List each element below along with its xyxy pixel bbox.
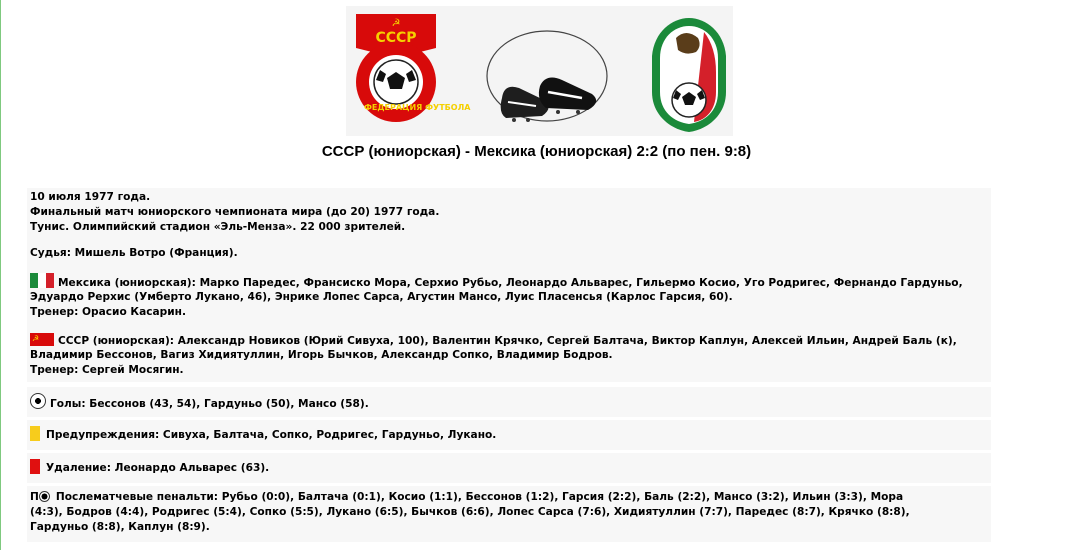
penalties-line3: Гардуньо (8:8), Каплун (8:9).: [30, 521, 210, 533]
svg-text:ФЕДЕРАЦИЯ ФУТБОЛА: ФЕДЕРАЦИЯ ФУТБОЛА: [364, 103, 471, 112]
match-title: СССР (юниорская) - Мексика (юниорская) 2:2 (по пен. 9:8): [321, 143, 752, 160]
ussr-lineup-line1: [30, 333, 957, 349]
ussr-coach: Тренер: Сергей Мосягин.: [30, 364, 184, 376]
mexico-flag-icon: [30, 273, 54, 288]
ussr-lineup-line2: Владимир Бессонов, Вагиз Хидиятуллин, Игорь Бычков, Александр Сопко, Владимир Бодров.: [30, 349, 613, 361]
penalty-ball-icon: [39, 491, 50, 502]
ussr-football-federation-logo: [350, 10, 471, 128]
match-date: 10 июля 1977 года.: [30, 191, 151, 203]
penalties-line1: [30, 490, 903, 505]
sendoff-text: Удаление: Леонардо Альварес (63).: [46, 462, 270, 474]
left-border: [0, 0, 1, 550]
ball-icon: [30, 393, 46, 409]
penalties-line2: (4:3), Бодров (4:4), Родригес (5:4), Сопко (5:5), Лукано (6:5), Бычков (6:6), Лопес Сарса (7:6), Хидиятуллин (7:7), Паредес (8:7), Крячко (8:8),: [30, 506, 910, 518]
penalty-icon: П: [30, 491, 56, 503]
ussr-flag-icon: [30, 333, 54, 346]
warnings-line: [30, 426, 496, 443]
sendoff-line: [30, 459, 269, 476]
logo-strip: [346, 6, 733, 136]
svg-text:СССР: СССР: [375, 30, 417, 46]
red-card-icon: [30, 459, 40, 474]
warnings-block: [27, 420, 991, 450]
goals-block: [27, 387, 991, 417]
sendoff-block: [27, 453, 991, 483]
mexico-lineup-line2: Эдуардо Рерхис (Умберто Лукано, 46), Энрике Лопес Сарса, Агустин Мансо, Луис Пласенсья (Карлос Гарсия, 60).: [30, 291, 733, 303]
football-boots-image: [484, 28, 610, 134]
mexico-coach: Тренер: Орасио Касарин.: [30, 306, 186, 318]
match-info-block: [27, 188, 991, 382]
goals-line: [30, 393, 369, 412]
penalties-block: [27, 486, 991, 542]
match-stage: Финальный матч юниорского чемпионата мира (до 20) 1977 года.: [30, 206, 440, 218]
warnings-text: Предупреждения: Сивуха, Балтача, Сопко, Родригес, Гардуньо, Лукано.: [46, 429, 497, 441]
ussr-lineup-text: СССР (юниорская): Александр Новиков (Юрий Сивуха, 100), Валентин Крячко, Сергей Балтача, Виктор Каплун, Алексей Ильин, Андрей Баль (к),: [58, 335, 957, 347]
mexico-lineup-text: Мексика (юниорская): Марко Паредес, Франсиско Мора, Серхио Рубьо, Леонардо Альварес, Гильермо Косио, Уго Родригес, Фернандо Гардуньо,: [58, 277, 963, 289]
goals-text: Голы: Бессонов (43, 54), Гардуньо (50), Мансо (58).: [50, 398, 369, 410]
mexico-football-federation-logo: [646, 12, 732, 134]
mexico-lineup-line1: [30, 273, 963, 291]
referee: Судья: Мишель Вотро (Франция).: [30, 247, 238, 259]
svg-text:☭: ☭: [391, 18, 401, 29]
penalties-text1: Послематчевые пенальти: Рубьо (0:0), Балтача (0:1), Косио (1:1), Бессонов (1:2), Гарсия (2:2), Баль (2:2), Мансо (3:2), Ильин (3:3), Мора: [55, 491, 904, 503]
match-venue: Тунис. Олимпийский стадион «Эль-Менза». 22 000 зрителей.: [30, 221, 406, 233]
yellow-card-icon: [30, 426, 40, 441]
